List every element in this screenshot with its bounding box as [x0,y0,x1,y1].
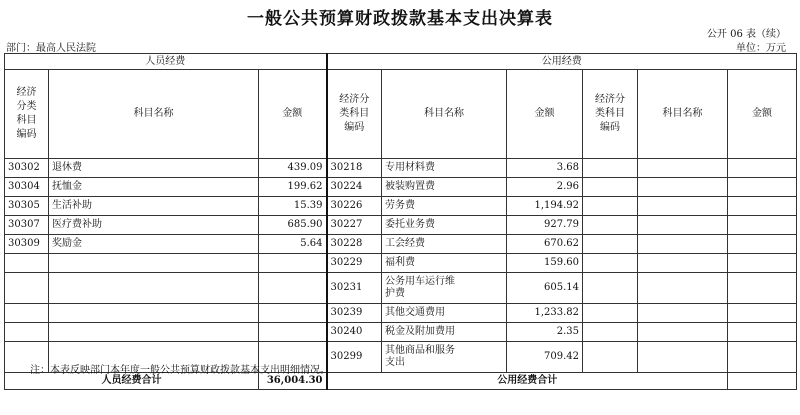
department-label: 部门：最高人民法院 [6,43,96,54]
personnel-code-cell: 30304 [5,178,49,197]
public-amount-cell: 605.14 [507,273,583,304]
public-name-cell: 其他交通费用 [382,304,507,323]
column-header-row [5,70,797,159]
extra-code-cell [583,273,638,304]
personnel-amount-cell [259,323,327,342]
extra-name-cell [638,304,728,323]
extra-amount-cell [728,254,797,273]
public-amount-cell: 1,194.92 [507,197,583,216]
extra-amount-cell [728,178,797,197]
personnel-code-cell: 30305 [5,197,49,216]
public-code-cell: 30227 [327,216,382,235]
public-name-cell: 福利费 [382,254,507,273]
extra-code-cell [583,235,638,254]
extra-amount-cell [728,197,797,216]
extra-amount-cell [728,304,797,323]
personnel-name-cell [49,323,259,342]
public-amount-cell: 159.60 [507,254,583,273]
public-name-cell: 公务用车运行维 护费 [382,273,507,304]
public-code-cell: 30218 [327,159,382,178]
group-personnel: 人员经费 [5,54,327,70]
public-code-cell: 30231 [327,273,382,304]
extra-code-cell [583,216,638,235]
table-row [5,235,797,254]
public-amount-cell: 2.35 [507,323,583,342]
table-row [5,323,797,342]
personnel-amount-cell [259,304,327,323]
form-number: 公开 06 表（续） [706,29,786,40]
public-amount-cell: 709.42 [507,342,583,373]
extra-code-cell [583,304,638,323]
public-name-cell: 税金及附加费用 [382,323,507,342]
extra-amount-cell [728,159,797,178]
personnel-name-cell: 抚恤金 [49,178,259,197]
extra-code-cell [583,178,638,197]
extra-code-cell [583,323,638,342]
extra-code-cell [583,159,638,178]
extra-amount-cell [728,273,797,304]
table-row [5,178,797,197]
public-name-cell: 劳务费 [382,197,507,216]
personnel-amount-cell [259,254,327,273]
extra-name-cell [638,178,728,197]
public-name-cell: 专用材料费 [382,159,507,178]
expenditure-table [4,53,797,390]
extra-name-cell [638,342,728,373]
public-code-cell: 30226 [327,197,382,216]
public-name-cell: 委托业务费 [382,216,507,235]
personnel-code-cell: 30307 [5,216,49,235]
header-name-personnel: 科目名称 [49,70,259,159]
public-code-cell: 30299 [327,342,382,373]
public-code-cell: 30229 [327,254,382,273]
table-row [5,159,797,178]
personnel-code-cell: 30309 [5,235,49,254]
header-name-public: 科目名称 [382,70,507,159]
personnel-amount-cell: 15.39 [259,197,327,216]
extra-code-cell [583,342,638,373]
extra-name-cell [638,254,728,273]
public-amount-cell: 927.79 [507,216,583,235]
personnel-name-cell: 医疗费补助 [49,216,259,235]
extra-name-cell [638,235,728,254]
personnel-amount-cell [259,273,327,304]
header-amount-public: 金额 [507,70,583,159]
table-row [5,216,797,235]
header-amount-extra: 金额 [728,70,797,159]
extra-amount-cell [728,235,797,254]
table-row [5,254,797,273]
personnel-name-cell: 生活补助 [49,197,259,216]
personnel-code-cell [5,323,49,342]
header-name-extra: 科目名称 [638,70,728,159]
personnel-code-cell [5,273,49,304]
public-amount-cell: 1,233.82 [507,304,583,323]
group-public: 公用经费 [327,54,797,70]
personnel-amount-cell: 439.09 [259,159,327,178]
personnel-name-cell [49,254,259,273]
personnel-total-value: 36,004.30 [259,373,327,390]
public-code-cell: 30228 [327,235,382,254]
extra-code-cell [583,197,638,216]
page-title: 一般公共预算财政拨款基本支出决算表 [247,9,553,29]
table-row [5,304,797,323]
footnote: 注：本表反映部门本年度一般公共预算财政拨款基本支出明细情况。 [30,365,330,376]
extra-code-cell [583,254,638,273]
public-name-cell: 其他商品和服务 支出 [382,342,507,373]
personnel-name-cell: 奖励金 [49,235,259,254]
table-row [5,197,797,216]
public-code-cell: 30240 [327,323,382,342]
public-code-cell: 30239 [327,304,382,323]
extra-name-cell [638,159,728,178]
extra-name-cell [638,273,728,304]
personnel-name-cell: 退休费 [49,159,259,178]
extra-name-cell [638,323,728,342]
extra-amount-cell [728,323,797,342]
public-amount-cell: 3.68 [507,159,583,178]
header-code-extra: 经济分 类科目 编码 [583,70,638,159]
personnel-name-cell [49,273,259,304]
personnel-amount-cell: 199.62 [259,178,327,197]
table-row [5,273,797,304]
header-code-public: 经济分 类科目 编码 [327,70,382,159]
group-header-row [5,54,797,70]
personnel-name-cell [49,304,259,323]
public-total-spacer [728,373,797,390]
public-amount-cell: 670.62 [507,235,583,254]
extra-name-cell [638,216,728,235]
personnel-code-cell [5,304,49,323]
personnel-amount-cell: 685.90 [259,216,327,235]
header-amount-personnel: 金额 [259,70,327,159]
unit-label: 单位：万元 [736,43,786,54]
personnel-total-label: 人员经费合计 [5,373,259,390]
public-name-cell: 被装购置费 [382,178,507,197]
public-name-cell: 工会经费 [382,235,507,254]
public-code-cell: 30224 [327,178,382,197]
personnel-code-cell: 30302 [5,159,49,178]
extra-amount-cell [728,216,797,235]
extra-amount-cell [728,342,797,373]
personnel-code-cell [5,254,49,273]
personnel-amount-cell: 5.64 [259,235,327,254]
public-amount-cell: 2.96 [507,178,583,197]
public-total-label: 公用经费合计 [327,373,728,390]
extra-name-cell [638,197,728,216]
header-code-personnel: 经济 分类 科目 编码 [5,70,49,159]
